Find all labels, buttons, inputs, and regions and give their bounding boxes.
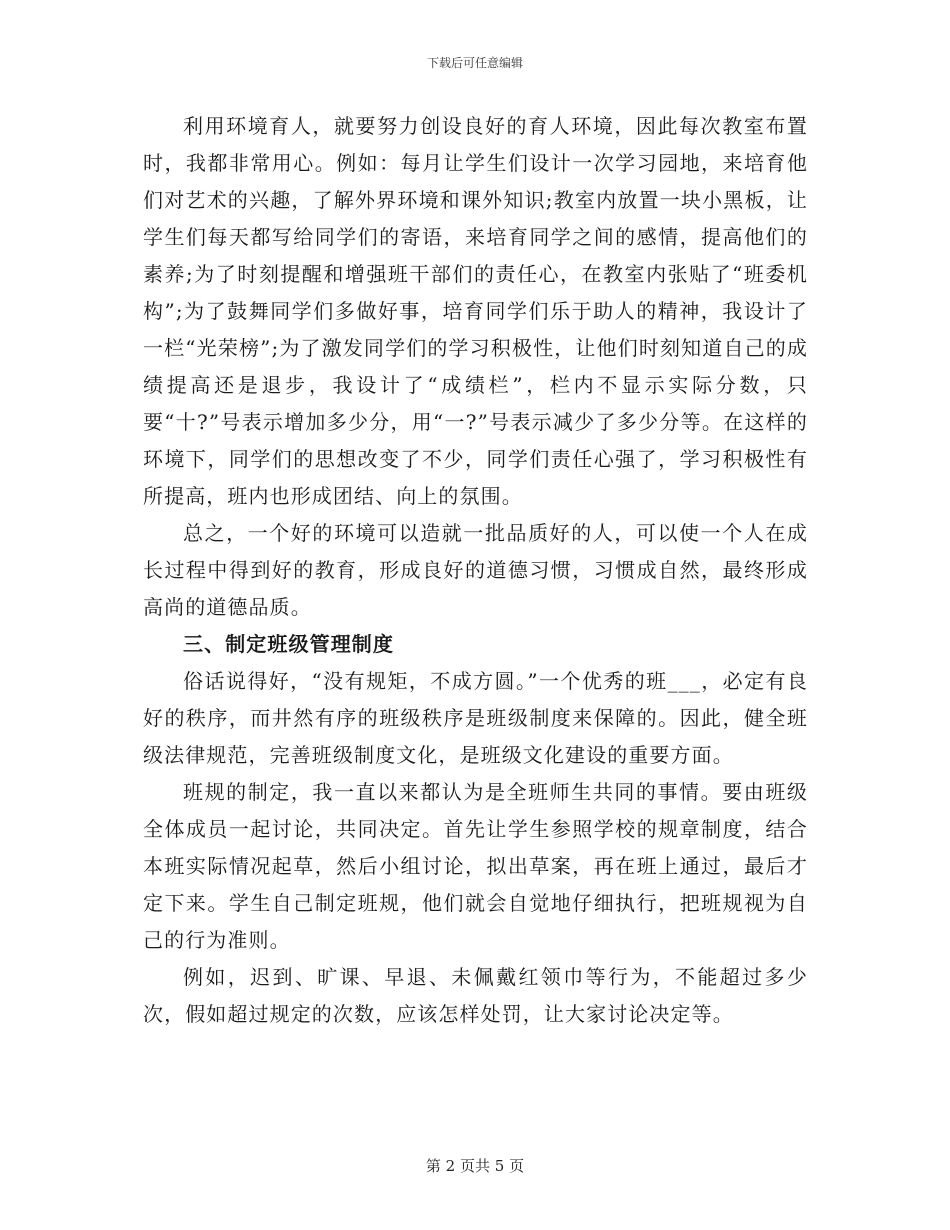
document-body <box>143 108 808 1033</box>
paragraph-rules-intro: 俗话说得好，“没有规矩，不成方圆。”一个优秀的班___，必定有良好的秩序，而井然有序的班级秩序是班级制度来保障的。因此，健全班级法律规范，完善班级制度文化，是班级文化建设的重要方面。 <box>143 669 808 767</box>
paragraph-rules-example: 例如，迟到、旷课、早退、未佩戴红领巾等行为，不能超过多少次，假如超过规定的次数，应该怎样处罚，让大家讨论决定等。 <box>143 965 808 1026</box>
section-heading-3: 三、制定班级管理制度 <box>183 632 394 656</box>
paragraph-conclusion: 总之，一个好的环境可以造就一批品质好的人，可以使一个人在成长过程中得到好的教育，形成良好的道德习惯，习惯成自然，最终形成高尚的道德品质。 <box>143 521 808 619</box>
paragraph-rules-making: 班规的制定，我一直以来都认为是全班师生共同的事情。要由班级全体成员一起讨论，共同决定。首先让学生参照学校的规章制度，结合本班实际情况起草，然后小组讨论，拟出草案，再在班上通过，最后才定下来。学生自己制定班规，他们就会自觉地仔细执行，把班规视为自己的行为准则。 <box>143 780 808 952</box>
paragraph-environment: 利用环境育人，就要努力创设良好的育人环境，因此每次教室布置时，我都非常用心。例如：每月让学生们设计一次学习园地，来培育他们对艺术的兴趣，了解外界环境和课外知识;教室内放置一块小黑板，让学生们每天都写给同学们的寄语，来培育同学之间的感情，提高他们的素养;为了时刻提醒和增强班干部们的责任心，在教室内张贴了“班委机构”;为了鼓舞同学们多做好事，培育同学们乐于助人的精神，我设计了一栏“光荣榜”;为了激发同学们的学习积极性，让他们时刻知道自己的成绩提高还是退步，我设计了“成绩栏”，栏内不显示实际分数，只要“十?”号表示增加多少分，用“一?”号表示减少了多少分等。在这样的环境下，同学们的思想改变了不少，同学们责任心强了，学习积极性有所提高，班内也形成团结、向上的氛围。 <box>143 114 808 508</box>
page-header: 下载后可任意编辑 <box>426 56 523 70</box>
page-footer: 第 2 页共 5 页 <box>425 1157 525 1175</box>
